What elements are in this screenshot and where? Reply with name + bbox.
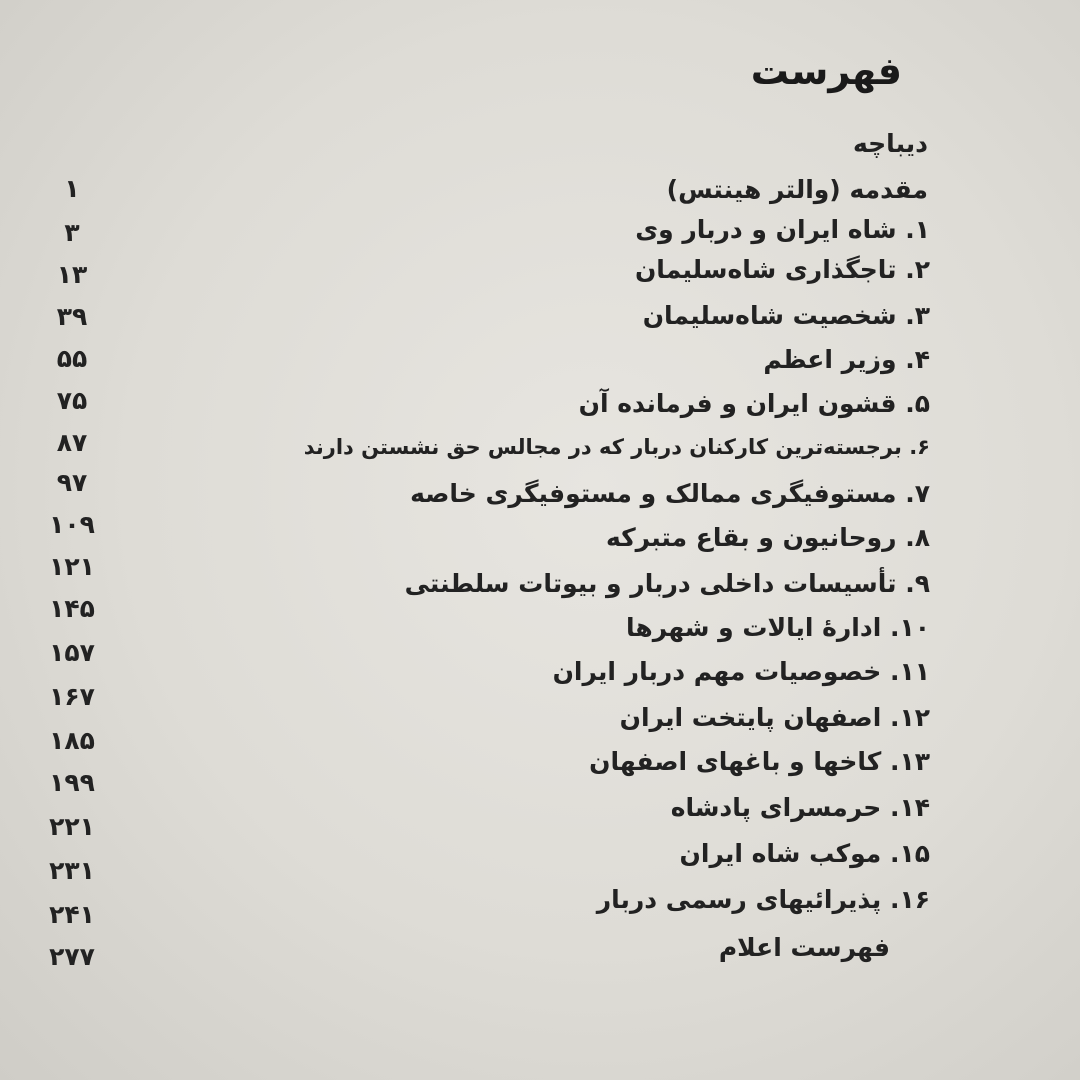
page-number: ۱۵۷ bbox=[49, 638, 95, 667]
toc-entry-14 bbox=[671, 792, 930, 823]
toc-entry-text: ۲. تاجگذاری شاه‌سلیمان bbox=[634, 255, 930, 284]
toc-entry-text: ۵. قشون ایران و فرمانده آن bbox=[578, 389, 930, 418]
toc-entry-4 bbox=[763, 344, 930, 375]
toc-entry-text: ۸. روحانیون و بقاع متبرکه bbox=[605, 523, 930, 552]
toc-entry-7 bbox=[410, 478, 930, 509]
toc-entry-text: ۱۰. ادارهٔ ایالات و شهرها bbox=[626, 613, 930, 642]
toc-entry-13 bbox=[589, 746, 930, 777]
page-number: ۲۷۷ bbox=[49, 942, 95, 971]
toc-title: فهرست bbox=[750, 49, 902, 93]
toc-entry-10 bbox=[626, 612, 930, 643]
toc-entry-text: ۱۱. خصوصیات مهم دربار ایران bbox=[552, 657, 930, 686]
page-number: ۹۷ bbox=[56, 468, 88, 497]
page-number: ۵۵ bbox=[56, 344, 88, 373]
toc-entry-1 bbox=[635, 214, 930, 245]
page-number: ۱۸۵ bbox=[49, 726, 95, 755]
toc-entry-text: ۴. وزیر اعظم bbox=[763, 345, 930, 374]
page-number: ۱۳ bbox=[56, 260, 88, 289]
toc-entry-5 bbox=[579, 388, 930, 419]
page-number: ۱۴۵ bbox=[49, 594, 95, 623]
page-number: ۱۲۱ bbox=[49, 552, 95, 581]
page-number: ۱۹۹ bbox=[49, 768, 95, 797]
page-number: ۳ bbox=[64, 218, 80, 247]
page-number: ۱ bbox=[64, 174, 80, 203]
toc-entry-text: ۱۴. حرمسرای پادشاه bbox=[670, 793, 930, 822]
toc-entry-text: ۶. برجسته‌ترین کارکنان دربار که در مجالس حق نشستن دارند bbox=[303, 435, 930, 459]
toc-entry-11 bbox=[553, 656, 930, 687]
page-number: ۸۷ bbox=[56, 428, 88, 457]
page-number: ۲۳۱ bbox=[49, 856, 95, 885]
toc-entry-6 bbox=[304, 434, 930, 460]
toc-entry-text: فهرست اعلام bbox=[718, 933, 890, 962]
page-number: ۲۲۱ bbox=[49, 812, 95, 841]
toc-entry-index bbox=[719, 932, 890, 963]
toc-entry-15 bbox=[680, 838, 930, 869]
toc-entry-text: ۱. شاه ایران و دربار وی bbox=[635, 215, 930, 244]
toc-entry-text: ۳. شخصیت شاه‌سلیمان bbox=[642, 301, 930, 330]
toc-entry-text: ۱۲. اصفهان پایتخت ایران bbox=[619, 703, 930, 732]
toc-entry-8 bbox=[606, 522, 930, 553]
page-number: ۷۵ bbox=[56, 386, 88, 415]
page-number: ۱۶۷ bbox=[49, 682, 95, 711]
toc-entry-text: ۱۶. پذیرائیهای رسمی دربار bbox=[596, 885, 930, 914]
toc-entry-3 bbox=[643, 300, 930, 331]
toc-entry-16 bbox=[597, 884, 930, 915]
page-number: ۲۴۱ bbox=[49, 900, 95, 929]
page-number: ۱۰۹ bbox=[49, 510, 95, 539]
toc-entry-2 bbox=[635, 254, 930, 285]
toc-entry-text: مقدمه (والتر هینتس) bbox=[666, 175, 928, 204]
toc-entry-text: ۹. تأسیسات داخلی دربار و بیوتات سلطنتی bbox=[404, 569, 930, 598]
toc-entry-text: دیباچه bbox=[853, 129, 928, 158]
page-number: ۳۹ bbox=[56, 302, 88, 331]
toc-entry-text: ۷. مستوفیگری ممالک و مستوفیگری خاصه bbox=[410, 479, 930, 508]
toc-entry-text: ۱۵. موکب شاه ایران bbox=[679, 839, 930, 868]
toc-entry-preface bbox=[853, 128, 928, 159]
toc-entry-text: ۱۳. کاخها و باغهای اصفهان bbox=[589, 747, 930, 776]
toc-entry-9 bbox=[405, 568, 930, 599]
toc-entry-12 bbox=[620, 702, 930, 733]
toc-entry-introduction bbox=[667, 174, 928, 205]
